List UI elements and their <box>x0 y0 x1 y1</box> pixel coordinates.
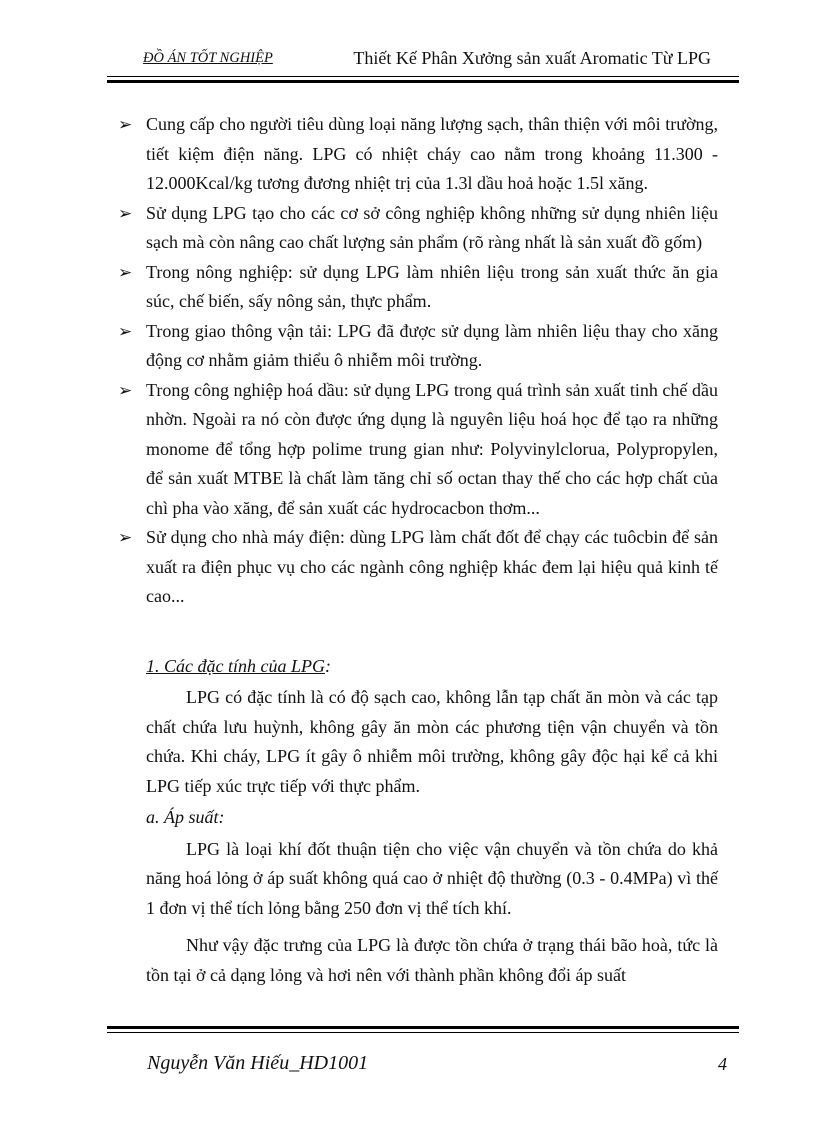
subsection-heading: a. Áp suất: <box>146 807 225 827</box>
section-heading-text: 1. Các đặc tính của LPG <box>146 655 325 676</box>
footer-author: Nguyễn Văn Hiếu_HD1001 <box>147 1052 369 1074</box>
header-right-title: Thiết Kế Phân Xưởng sản xuất Aromatic Từ LPG <box>353 48 711 68</box>
bullet-arrow-icon: ➢ <box>118 203 133 223</box>
pressure-paragraph-2: Như vậy đặc trưng của LPG là được tồn chứa ở trạng thái bão hoà, tức là tồn tại ở cả dạng lỏng và hơi nên với thành phần không đổi áp suất <box>146 935 718 985</box>
pressure-paragraph-1: LPG là loại khí đốt thuận tiện cho việc vận chuyển và tồn chứa do khả năng hoá lỏng ở áp suất không quá cao ở nhiệt độ thường (0.3 - 0.4MPa) vì thế 1 đơn vị thể tích lỏng bằng 250 đơn vị thể tích khí. <box>146 838 718 918</box>
bullet-item <box>118 376 718 524</box>
bullet-text: Cung cấp cho người tiêu dùng loại năng lượng sạch, thân thiện với môi trường, tiết kiệm điện năng. LPG có nhiệt cháy cao nằm trong khoảng 11.300 - 12.000Kcal/kg tương đương nhiệt trị của 1.3l dầu hoả hoặc 1.5l xăng. <box>146 114 718 193</box>
bullet-arrow-icon: ➢ <box>118 262 133 282</box>
header-rule-thick <box>107 80 739 83</box>
page-number: 4 <box>718 1054 727 1074</box>
bullet-item <box>118 523 718 612</box>
bullet-item <box>118 110 718 199</box>
section-intro-paragraph: LPG có đặc tính là có độ sạch cao, không lẫn tạp chất ăn mòn và các tạp chất chứa lưu huỳnh, không gây ăn mòn các phương tiện vận chuyển và tồn chứa. Khi cháy, LPG ít gây ô nhiễm môi trường, không gây độc hại kể cả khi LPG tiếp xúc trực tiếp với thực phẩm. <box>146 687 718 796</box>
bullet-text: Trong giao thông vận tải: LPG đã được sử dụng làm nhiên liệu thay cho xăng động cơ nhằm giảm thiểu ô nhiễm môi trường. <box>146 320 718 370</box>
header-rule-thin <box>107 76 739 77</box>
bullet-arrow-icon: ➢ <box>118 321 133 341</box>
bullet-arrow-icon: ➢ <box>118 528 133 547</box>
page-footer <box>107 1026 739 1086</box>
bullet-text: Sử dụng LPG tạo cho các cơ sở công nghiệp không những sử dụng nhiên liệu sạch mà còn nâng cao chất lượng sản phẩm (rõ ràng nhất là sản xuất đồ gốm) <box>146 202 718 252</box>
header-left-title: ĐỒ ÁN TỐT NGHIỆP <box>143 50 273 66</box>
document-body <box>118 110 718 990</box>
page-header <box>107 44 739 84</box>
bullet-text: Trong công nghiệp hoá dầu: sử dụng LPG trong quá trình sản xuất tinh chế dầu nhờn. Ngoài ra nó còn được ứng dụng là nguyên liệu hoá học để tạo ra những monome để tổng hợp polime trung gian như: Polyvinylclorua, Polypropylen, để sản xuất MTBE là chất làm tăng chỉ số octan thay thế cho các hợp chất của chì pha vào xăng, để sản xuất các hydrocacbon thơm... <box>146 379 718 518</box>
bullet-item <box>118 258 718 317</box>
bullet-arrow-icon: ➢ <box>118 115 133 134</box>
section-heading <box>118 652 718 682</box>
bullet-text: Trong nông nghiệp: sử dụng LPG làm nhiên liệu trong sản xuất thức ăn gia súc, chế biến, sấy nông sản, thực phẩm. <box>146 261 718 311</box>
footer-rule-thick <box>107 1026 739 1029</box>
bullet-item <box>118 199 718 258</box>
bullet-item <box>118 317 718 376</box>
bullet-text: Sử dụng cho nhà máy điện: dùng LPG làm chất đốt để chạy các tuôcbin để sản xuất ra điện phục vụ cho các ngành công nghiệp khác đem lại hiệu quả kinh tế cao... <box>146 527 718 606</box>
footer-rule-thin <box>107 1032 739 1033</box>
section-heading-colon: : <box>324 655 331 676</box>
bullet-arrow-icon: ➢ <box>118 380 133 400</box>
